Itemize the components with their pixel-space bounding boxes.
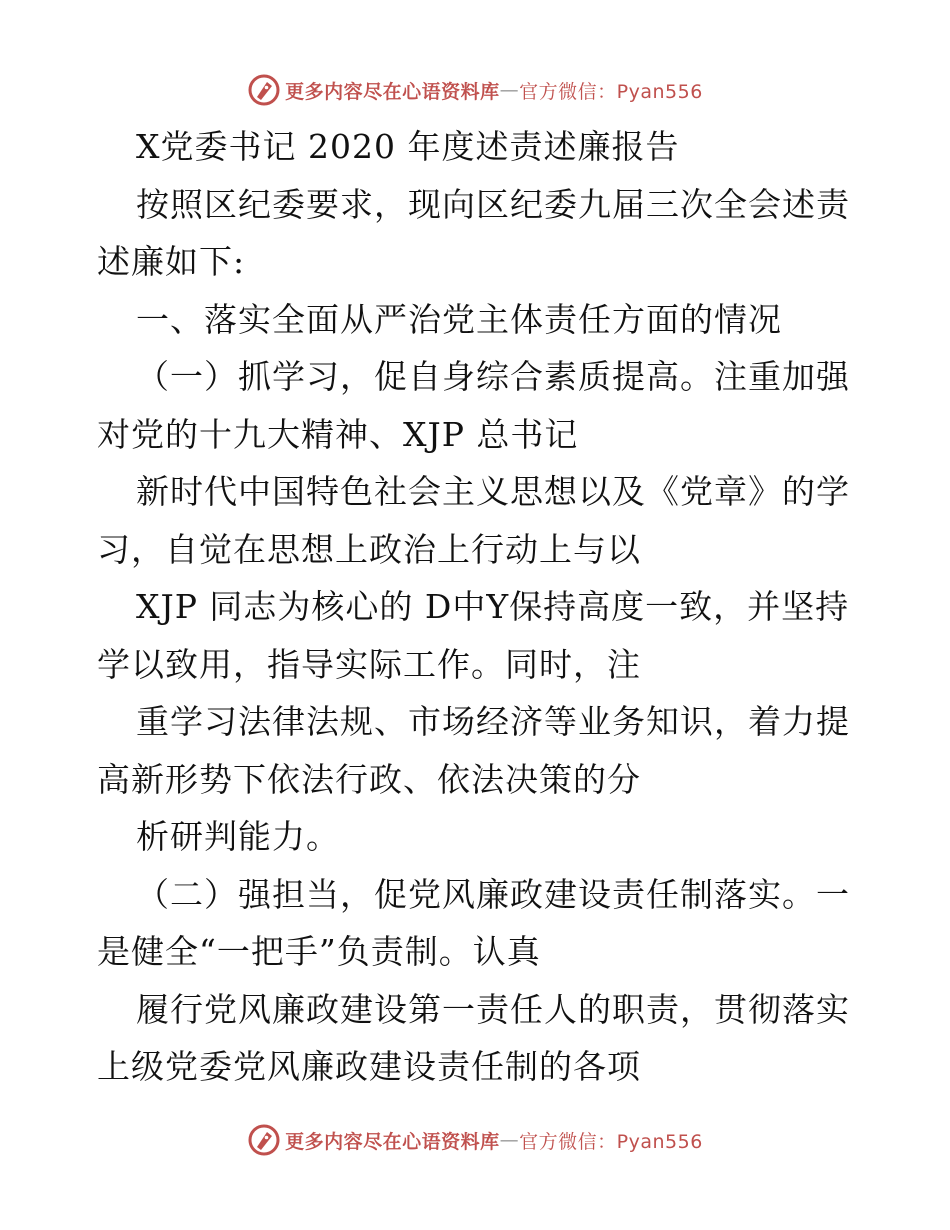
text-line: 上级党委党风廉政建设责任制的各项 (97, 1047, 641, 1086)
text-line: 新时代中国特色社会主义思想以及《党章》的学 (136, 472, 850, 511)
watermark-main-text: 更多内容尽在心语资料库 (285, 1130, 500, 1153)
text-line: XJP 同志为核心的 D中Y保持高度一致，并坚持 (136, 587, 850, 626)
pen-nib-icon (247, 73, 281, 107)
text-line: 学以致用，指导实际工作。同时，注 (97, 644, 641, 684)
pen-nib-icon (247, 1123, 281, 1157)
document-title: X党委书记 2020 年度述责述廉报告 (136, 127, 680, 166)
text-line: （二）强担当，促党风廉政建设责任制落实。一 (136, 874, 850, 914)
watermark-main-text: 更多内容尽在心语资料库 (285, 80, 500, 103)
document-body (97, 118, 857, 1096)
watermark-contact: 官方微信：Pyan556 (519, 80, 703, 103)
footer-watermark (0, 1120, 950, 1160)
text-line: 习，自觉在思想上政治上行动上与以 (97, 529, 641, 569)
text-line: 按照区纪委要求，现向区纪委九届三次全会述责 (136, 184, 850, 224)
text-line: （一）抓学习，促自身综合素质提高。注重加强 (136, 357, 850, 396)
text-line: 述廉如下: (97, 242, 246, 281)
text-line: 是健全“一把手”负责制。认真 (97, 932, 541, 971)
watermark-separator: — (499, 1129, 520, 1151)
text-line: 析研判能力。 (136, 817, 340, 856)
watermark-separator: — (499, 79, 520, 101)
text-line: 高新形势下依法行政、依法决策的分 (97, 759, 641, 799)
section-heading: 一、落实全面从严治党主体责任方面的情况 (136, 299, 782, 339)
watermark-contact: 官方微信：Pyan556 (519, 1130, 703, 1153)
text-line: 对党的十九大精神、XJP 总书记 (97, 414, 579, 454)
header-watermark (0, 70, 950, 110)
text-line: 履行党风廉政建设第一责任人的职责，贯彻落实 (136, 989, 850, 1029)
text-line: 重学习法律法规、市场经济等业务知识，着力提 (136, 702, 850, 741)
